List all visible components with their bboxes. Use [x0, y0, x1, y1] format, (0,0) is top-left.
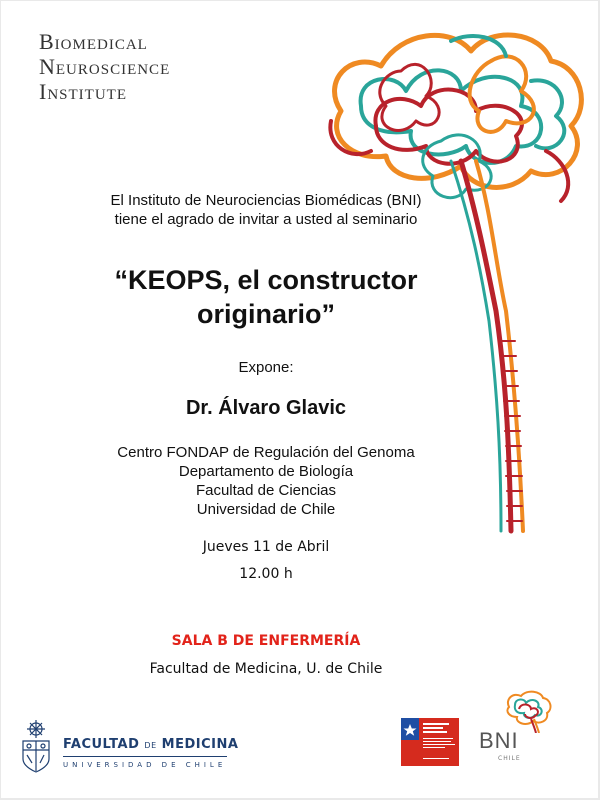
seminar-title: [41, 263, 491, 331]
affiliation-line: Departamento de Biología: [178, 463, 354, 480]
event-time: 12.00 h: [239, 566, 293, 582]
event-venue: Facultad de Medicina, U. de Chile: [149, 661, 383, 677]
faculty-medicine: MEDICINA: [161, 737, 239, 752]
logo-line-3: Institute: [39, 79, 127, 104]
seminar-title-line-2: originario”: [196, 299, 335, 329]
invitation-text: [41, 191, 491, 229]
government-logo-icon: [401, 718, 459, 766]
faculty-divider: [63, 756, 227, 757]
bni-logo-text: BNI: [479, 728, 519, 753]
affiliation-line: Facultad de Ciencias: [195, 482, 337, 499]
bni-tree-logo-icon: [501, 689, 555, 733]
faculty-de: DE: [144, 741, 157, 750]
speaker-label: Expone:: [238, 359, 294, 376]
faculty-word: FACULTAD: [63, 737, 140, 752]
event-room: SALA B DE ENFERMERÍA: [171, 633, 361, 649]
university-seal-icon: [15, 719, 57, 775]
affiliation-line: Universidad de Chile: [196, 501, 336, 518]
speaker-affiliation: [41, 443, 491, 519]
invitation-line-2: tiene el agrado de invitar a usted al seminario: [114, 211, 418, 228]
poster: [1, 1, 598, 798]
bni-logo-sub: CHILE: [498, 755, 521, 762]
invitation-line-1: El Instituto de Neurociencias Biomédicas (BNI): [110, 192, 422, 209]
seminar-title-line-1: “KEOPS, el constructor: [114, 265, 418, 295]
logo-line-2: Neuroscience: [39, 54, 171, 79]
faculty-university: UNIVERSIDAD DE CHILE: [63, 761, 227, 769]
event-date: Jueves 11 de Abril: [202, 539, 330, 555]
faculty-title: [63, 737, 238, 752]
affiliation-line: Centro FONDAP de Regulación del Genoma: [117, 444, 415, 461]
logo-line-1: Biomedical: [39, 29, 148, 54]
speaker-name: Dr. Álvaro Glavic: [185, 397, 347, 419]
